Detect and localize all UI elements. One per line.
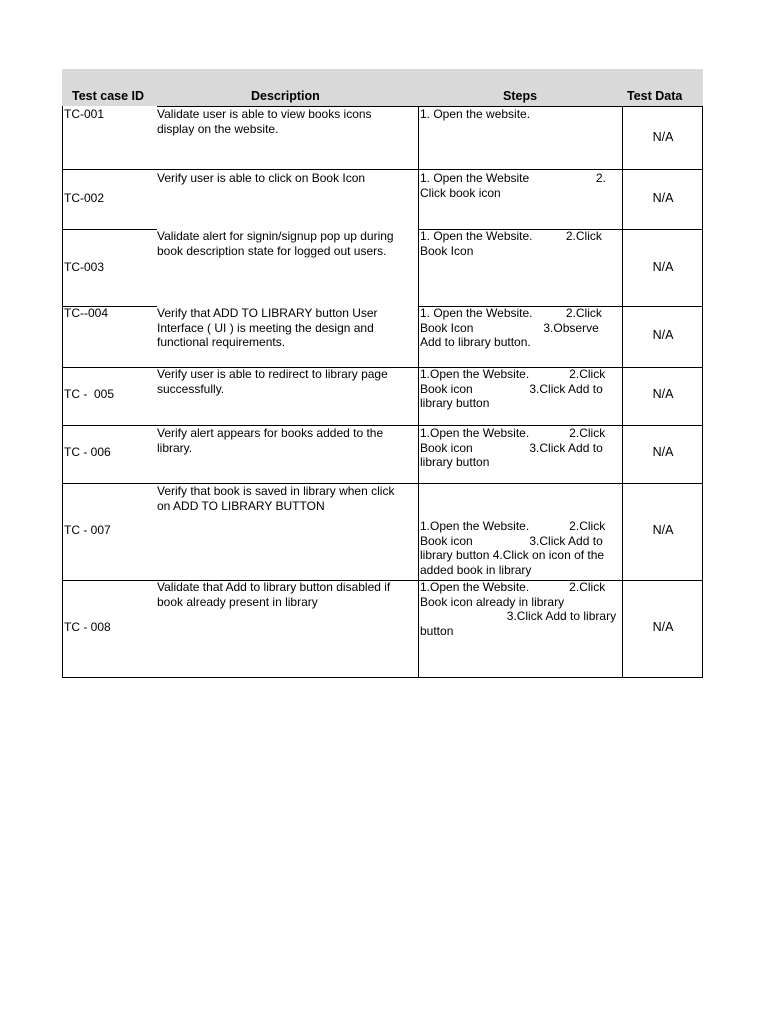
row-1-description: Validate user is able to view books icons display on the website. bbox=[157, 107, 372, 136]
row-6-description: Verify alert appears for books added to the library. bbox=[157, 426, 384, 455]
row-3-steps: 1. Open the Website. 2.Click Book Icon bbox=[420, 229, 602, 258]
row-2-steps: 1. Open the Website 2. Click book icon bbox=[420, 171, 606, 200]
table-border-left bbox=[62, 106, 63, 678]
row-5-id: TC - 005 bbox=[64, 387, 115, 401]
row-2-test-data: N/A bbox=[652, 191, 674, 205]
row-7-id: TC - 007 bbox=[64, 523, 111, 537]
row-3-description: Validate alert for signin/signup pop up during book description state for logged out users. bbox=[157, 229, 394, 258]
test-case-table bbox=[62, 69, 703, 678]
row-8-description: Validate that Add to library button disabled if book already present in library bbox=[157, 580, 391, 609]
row-4-test-data: N/A bbox=[652, 328, 674, 342]
row-4-description: Verify that ADD TO LIBRARY button User Interface ( UI ) is meeting the design and functional requirements. bbox=[157, 306, 378, 349]
table-header bbox=[62, 69, 703, 106]
row-1-id: TC-001 bbox=[64, 107, 105, 121]
table-border-right bbox=[702, 106, 703, 678]
row-2-id: TC-002 bbox=[64, 191, 105, 205]
row-4-id: TC--004 bbox=[64, 306, 109, 320]
row-8-test-data: N/A bbox=[652, 620, 674, 634]
row-7-steps: 1.Open the Website. 2.Click Book icon 3.Click Add to library button 4.Click on icon of the added book in library bbox=[420, 519, 606, 577]
header-test-case-id: Test case ID bbox=[72, 89, 145, 103]
header-test-data: Test Data bbox=[627, 89, 683, 103]
column-divider-steps bbox=[418, 106, 419, 678]
header-steps: Steps bbox=[503, 89, 538, 103]
row-6-id: TC - 006 bbox=[64, 445, 111, 459]
row-8-id: TC - 008 bbox=[64, 620, 111, 634]
row-divider bbox=[62, 229, 157, 230]
row-6-steps: 1.Open the Website. 2.Click Book icon 3.Click Add to library button bbox=[420, 426, 606, 469]
row-1-test-data: N/A bbox=[652, 130, 674, 144]
row-7-test-data: N/A bbox=[652, 523, 674, 537]
row-7-description: Verify that book is saved in library when click on ADD TO LIBRARY BUTTON bbox=[157, 484, 395, 513]
row-3-id: TC-003 bbox=[64, 260, 105, 274]
row-8-steps: 1.Open the Website. 2.Click Book icon already in library 3.Click Add to library button bbox=[420, 580, 617, 638]
row-5-description: Verify user is able to redirect to library page successfully. bbox=[157, 367, 388, 396]
row-5-test-data: N/A bbox=[652, 387, 674, 401]
row-4-steps: 1. Open the Website. 2.Click Book Icon 3.Observe Add to library button. bbox=[420, 306, 602, 349]
row-2-description: Verify user is able to click on Book Icon bbox=[157, 171, 366, 185]
row-5-steps: 1.Open the Website. 2.Click Book icon 3.Click Add to library button bbox=[420, 367, 606, 410]
row-divider bbox=[62, 169, 703, 170]
row-3-test-data: N/A bbox=[652, 260, 674, 274]
header-description: Description bbox=[251, 89, 320, 103]
row-6-test-data: N/A bbox=[652, 445, 674, 459]
table-border-bottom bbox=[62, 677, 703, 678]
row-1-steps: 1. Open the website. bbox=[420, 107, 531, 121]
column-divider-data bbox=[622, 106, 623, 678]
